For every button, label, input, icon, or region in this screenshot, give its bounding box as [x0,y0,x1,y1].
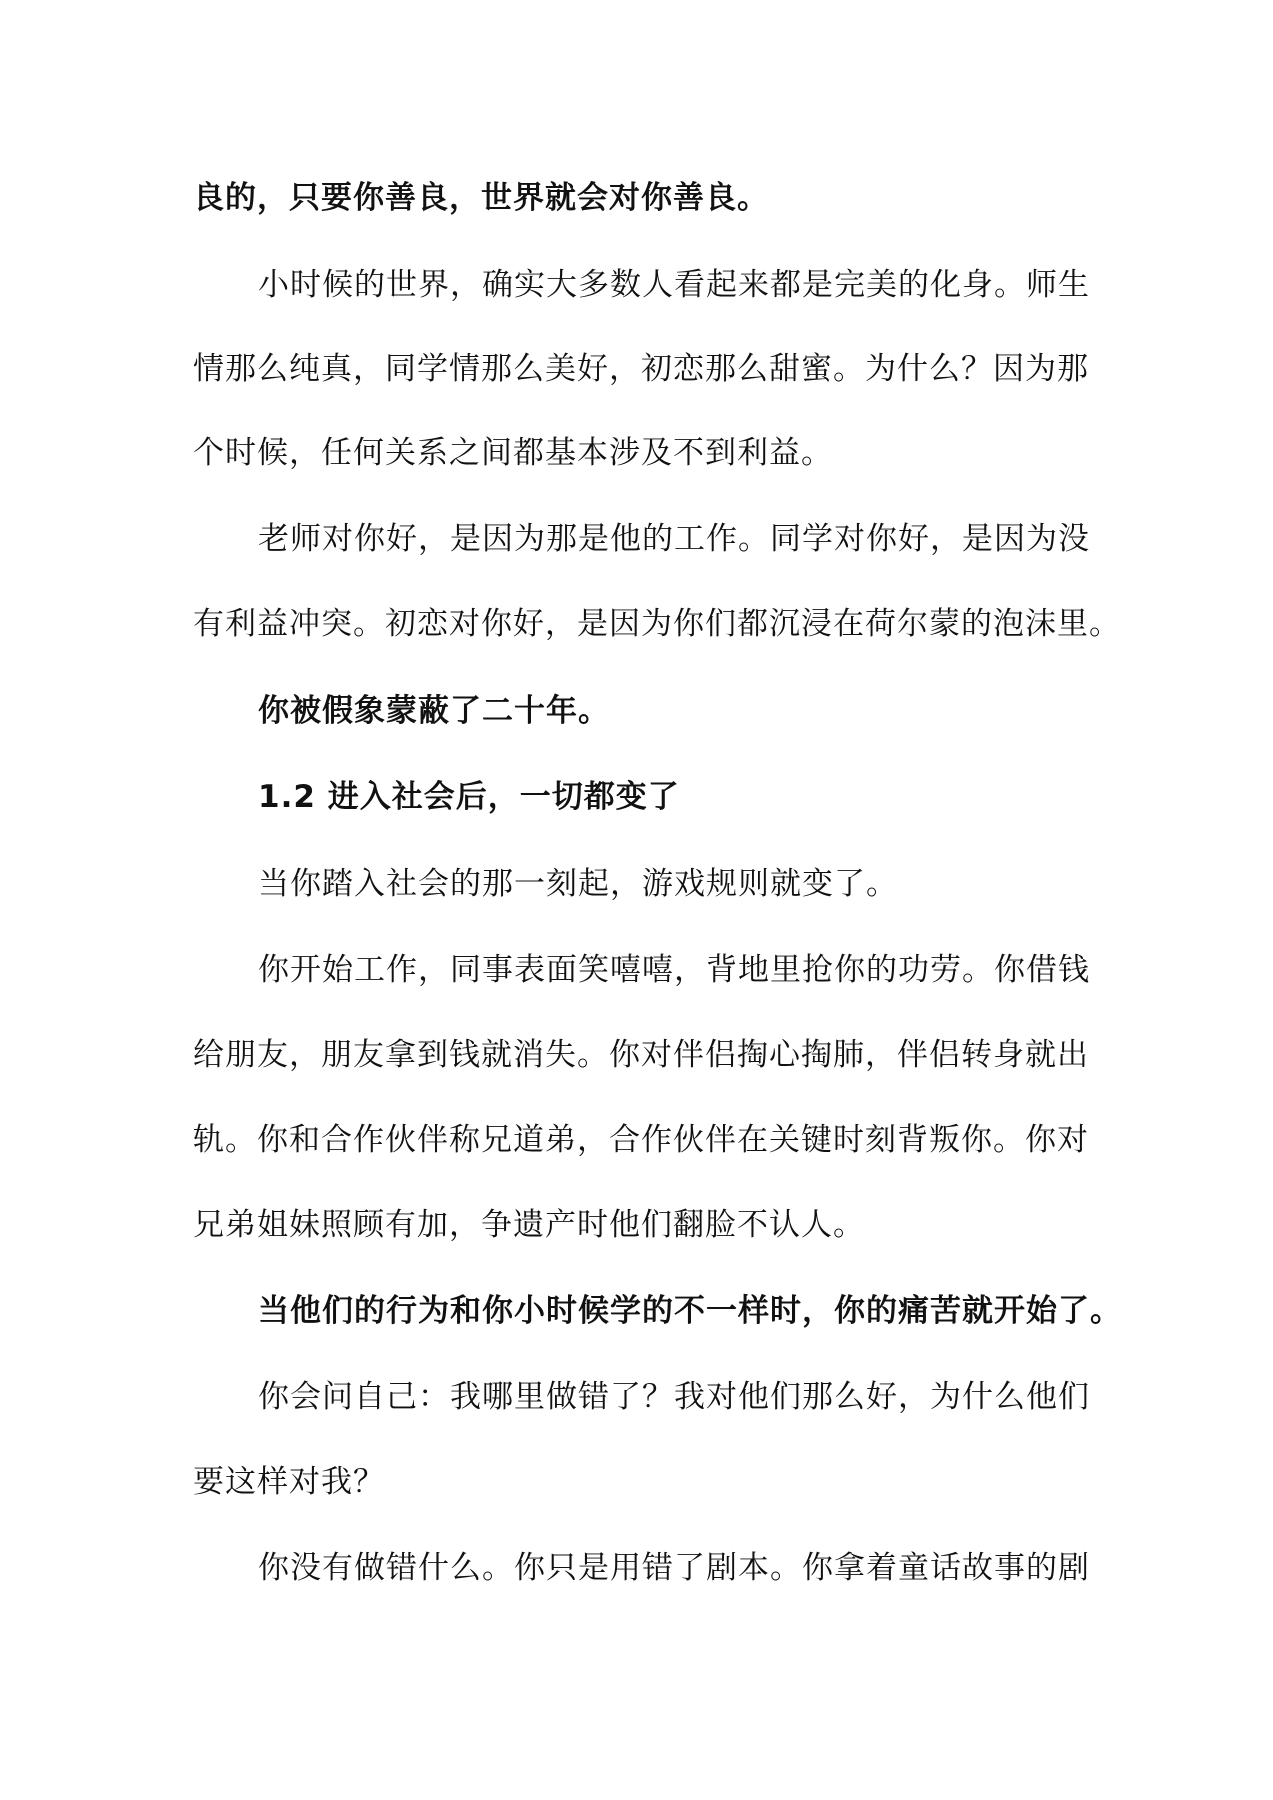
paragraph-line: 要这样对我？ [193,1464,385,1500]
paragraph-line: 兄弟姐妹照顾有加，争遗产时他们翻脸不认人。 [193,1207,865,1243]
paragraph-line: 小时候的世界，确实大多数人看起来都是完美的化身。师生 [258,267,1090,303]
paragraph-line: 你没有做错什么。你只是用错了剧本。你拿着童话故事的剧 [258,1550,1090,1586]
paragraph-line: 你开始工作，同事表面笑嘻嘻，背地里抢你的功劳。你借钱 [258,952,1090,988]
paragraph-line: 轨。你和合作伙伴称兄道弟，合作伙伴在关键时刻背叛你。你对 [193,1122,1089,1158]
paragraph-line: 你被假象蒙蔽了二十年。 [258,693,610,729]
paragraph-line: 个时候，任何关系之间都基本涉及不到利益。 [193,435,833,471]
paragraph-line: 老师对你好，是因为那是他的工作。同学对你好，是因为没 [258,521,1090,557]
paragraph-line: 当他们的行为和你小时候学的不一样时，你的痛苦就开始了。 [258,1293,1122,1329]
paragraph-line: 给朋友，朋友拿到钱就消失。你对伴侣掏心掏肺，伴侣转身就出 [193,1037,1089,1073]
section-heading: 1.2 进入社会后，一切都变了 [258,779,680,815]
paragraph-line: 当你踏入社会的那一刻起，游戏规则就变了。 [258,866,898,902]
paragraph-line: 良的，只要你善良，世界就会对你善良。 [193,180,769,216]
paragraph-line: 情那么纯真，同学情那么美好，初恋那么甜蜜。为什么？因为那 [193,351,1089,387]
paragraph-line: 你会问自己：我哪里做错了？我对他们那么好，为什么他们 [258,1379,1090,1415]
paragraph-line: 有利益冲突。初恋对你好，是因为你们都沉浸在荷尔蒙的泡沫里。 [193,606,1121,642]
